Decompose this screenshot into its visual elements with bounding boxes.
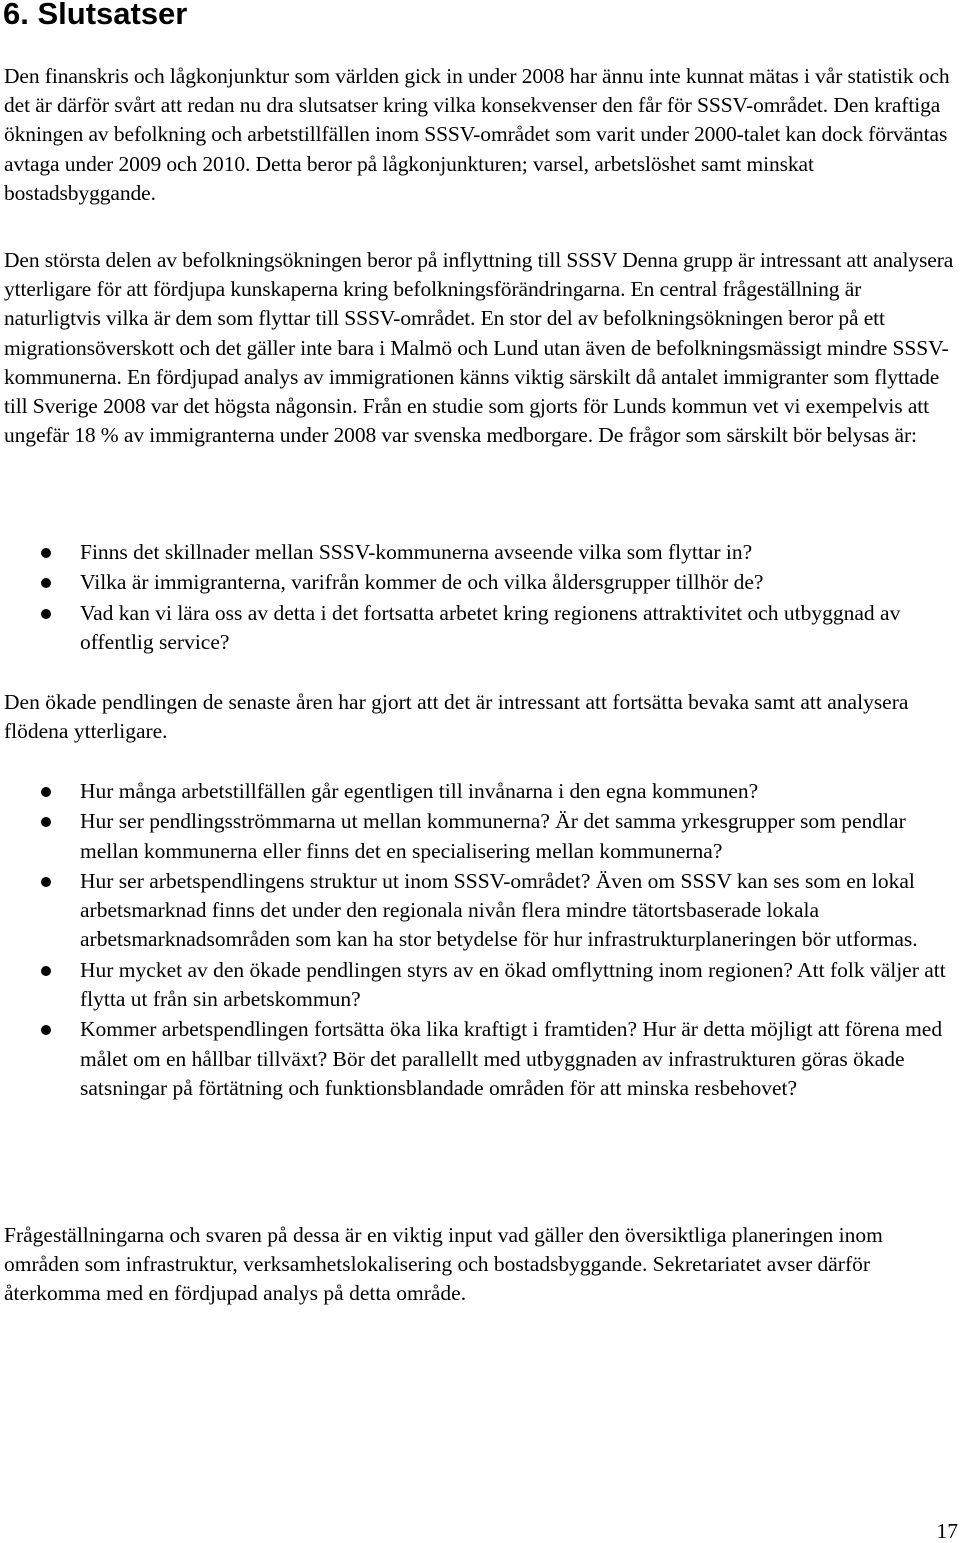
list-item [0, 599, 960, 657]
bullet-icon [41, 578, 51, 588]
bullet-icon [41, 1025, 51, 1035]
list-item-text: Finns det skillnader mellan SSSV-kommunerna avseende vilka som flyttar in? [80, 540, 753, 564]
bullet-icon [41, 966, 51, 976]
list-item [0, 777, 960, 806]
list-item [0, 1015, 960, 1103]
list-item [0, 568, 960, 597]
list-item-text: Hur många arbetstillfällen går egentligen till invånarna i den egna kommunen? [80, 779, 759, 803]
paragraph-population-growth: Den största delen av befolkningsökningen beror på inflyttning till SSSV Denna grupp är intressant att analysera ytterligare för att fördjupa kunskaperna kring befolkningsförändringarna. En central frågeställning är naturligtvis vilka är dem som flyttar till SSSV-området. En stor del av befolkningsökningen beror på ett migrationsöverskott och det gäller inte bara i Malmö och Lund utan även de befolkningsmässigt mindre SSSV-kommunerna. En fördjupad analys av immigrationen känns viktig särskilt då antalet immigranter som flyttade till Sverige 2008 var det högsta någonsin. Från en studie som gjorts för Lunds kommun vet vi exempelvis att ungefär 18 % av immigranterna under 2008 var svenska medborgare. De frågor som särskilt bör belysas är: [4, 248, 954, 448]
commuting-questions-list [0, 777, 960, 1104]
bullet-icon [41, 817, 51, 827]
list-item [0, 867, 960, 955]
list-item [0, 807, 960, 865]
list-item [0, 956, 960, 1014]
list-item-text: Kommer arbetspendlingen fortsätta öka lika kraftigt i framtiden? Hur är detta möjligt att förena med målet om en hållbar tillväxt? Bör det parallellt med utbyggnaden av infrastrukturen göras ökade satsningar på förtätning och funktionsblandade områden för att minska resbehovet? [80, 1017, 943, 1100]
list-item-text: Vilka är immigranterna, varifrån kommer de och vilka åldersgrupper tillhör de? [80, 570, 764, 595]
list-item [0, 538, 960, 567]
section-heading: 6. Slutsatser [3, 0, 188, 31]
bullet-icon [41, 877, 51, 887]
bullet-icon [41, 548, 51, 558]
bullet-icon [41, 609, 51, 619]
migration-questions-list [0, 538, 960, 658]
paragraph-conclusion: Frågeställningarna och svaren på dessa är en viktig input vad gäller den översiktliga planeringen inom områden som infrastruktur, verksamhetslokalisering och bostadsbyggande. Sekretariatet avser därför återkomma med en fördjupad analys på detta område. [4, 1223, 883, 1306]
list-item-text: Hur ser pendlingsströmmarna ut mellan kommunerna? Är det samma yrkesgrupper som pendlar mellan kommunerna eller finns det en specialisering mellan kommunerna? [80, 809, 906, 863]
list-item-text: Vad kan vi lära oss av detta i det fortsatta arbetet kring regionens attraktivitet och utbyggnad av offentlig service? [80, 600, 901, 654]
paragraph-intro: Den finanskris och lågkonjunktur som världen gick in under 2008 har ännu inte kunnat mätas i vår statistik och det är därför svårt att redan nu dra slutsatser kring vilka konsekvenser den får för SSSV-området. Den kraftiga ökningen av befolkning och arbetstillfällen inom SSSV-området som varit under 2000-talet kan dock förväntas avtaga under 2009 och 2010. Detta beror på lågkonjunkturen; varsel, arbetslöshet samt minskat bostadsbyggande. [4, 64, 950, 205]
list-item-text: Hur ser arbetspendlingens struktur ut inom SSSV-området? Även om SSSV kan ses som en lokal arbetsmarknad finns det under den regionala nivån flera mindre tätortsbaserade lokala arbetsmarknadsområden som kan ha stor betydelse för hur infrastrukturplaneringen bör utformas. [80, 868, 918, 952]
bullet-icon [41, 787, 51, 797]
page-number: 17 [936, 1519, 958, 1543]
paragraph-commuting: Den ökade pendlingen de senaste åren har gjort att det är intressant att fortsätta bevaka samt att analysera flödena ytterligare. [4, 690, 909, 744]
list-item-text: Hur mycket av den ökade pendlingen styrs av en ökad omflyttning inom regionen? Att folk väljer att flytta ut från sin arbetskommun? [80, 957, 946, 1011]
